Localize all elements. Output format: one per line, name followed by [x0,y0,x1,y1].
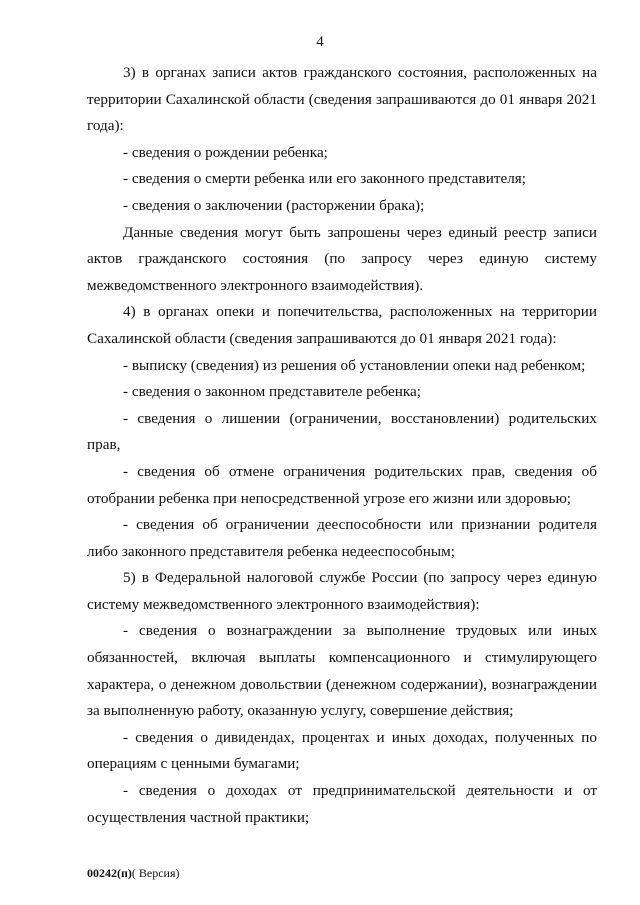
list-item-birth-info: - сведения о рождении ребенка; [123,143,328,161]
list-item-marriage-info: - сведения о заключении (расторжении брака); [123,196,425,214]
list-item-rights-restriction-cancel: - сведения об отмене ограничения родительских прав, сведения об отобрании ребенка при непосредственной угрозе его жизни или здоровью; [87,462,597,507]
document-code: 00242(п) [87,866,132,880]
list-item-parental-rights: - сведения о лишении (ограничении, восстановлении) родительских прав, [87,409,597,454]
paragraph-item-5-tax-service: 5) в Федеральной налоговой службе России (по запросу через единую систему межведомственного электронного взаимодействия): [87,569,597,613]
paragraph-registry-note: Данные сведения могут быть запрошены через единый реестр записи актов гражданского состояния (по запросу через единую систему межведомственного электронного взаимодействия). [87,223,597,294]
paragraph-item-4-guardianship: 4) в органах опеки и попечительства, расположенных на территории Сахалинской области (сведения запрашиваются до 01 января 2021 года): [87,303,597,347]
list-item-legal-representative: - сведения о законном представителе ребенка; [123,383,421,401]
paragraph-item-3-zags: 3) в органах записи актов гражданского состояния, расположенных на территории Сахалинской области (сведения запрашиваются до 01 января 2021 года): [87,64,597,135]
list-item-business-income: - сведения о доходах от предпринимательской деятельности и от осуществления частной практики; [87,782,597,826]
document-version: ( Версия) [131,866,180,880]
page-number: 4 [316,34,324,50]
list-item-guardianship-extract: - выписку (сведения) из решения об установлении опеки над ребенком; [123,356,586,374]
footer [87,866,180,881]
document-body [87,60,597,831]
list-item-death-info: - сведения о смерти ребенка или его законного представителя; [123,170,526,188]
list-item-dividends: - сведения о дивидендах, процентах и иных доходах, полученных по операциям с ценными бумагами; [87,728,597,773]
list-item-remuneration: - сведения о вознаграждении за выполнение трудовых или иных обязанностей, включая выплаты компенсационного и стимулирующего характера, о денежном довольствии (денежном содержании), вознаграждении за выполненную работу, оказанную услугу, совершение действия; [87,622,597,720]
list-item-incapacity: - сведения об ограничении дееспособности или признании родителя либо законного представителя ребенка недееспособным; [87,516,597,560]
